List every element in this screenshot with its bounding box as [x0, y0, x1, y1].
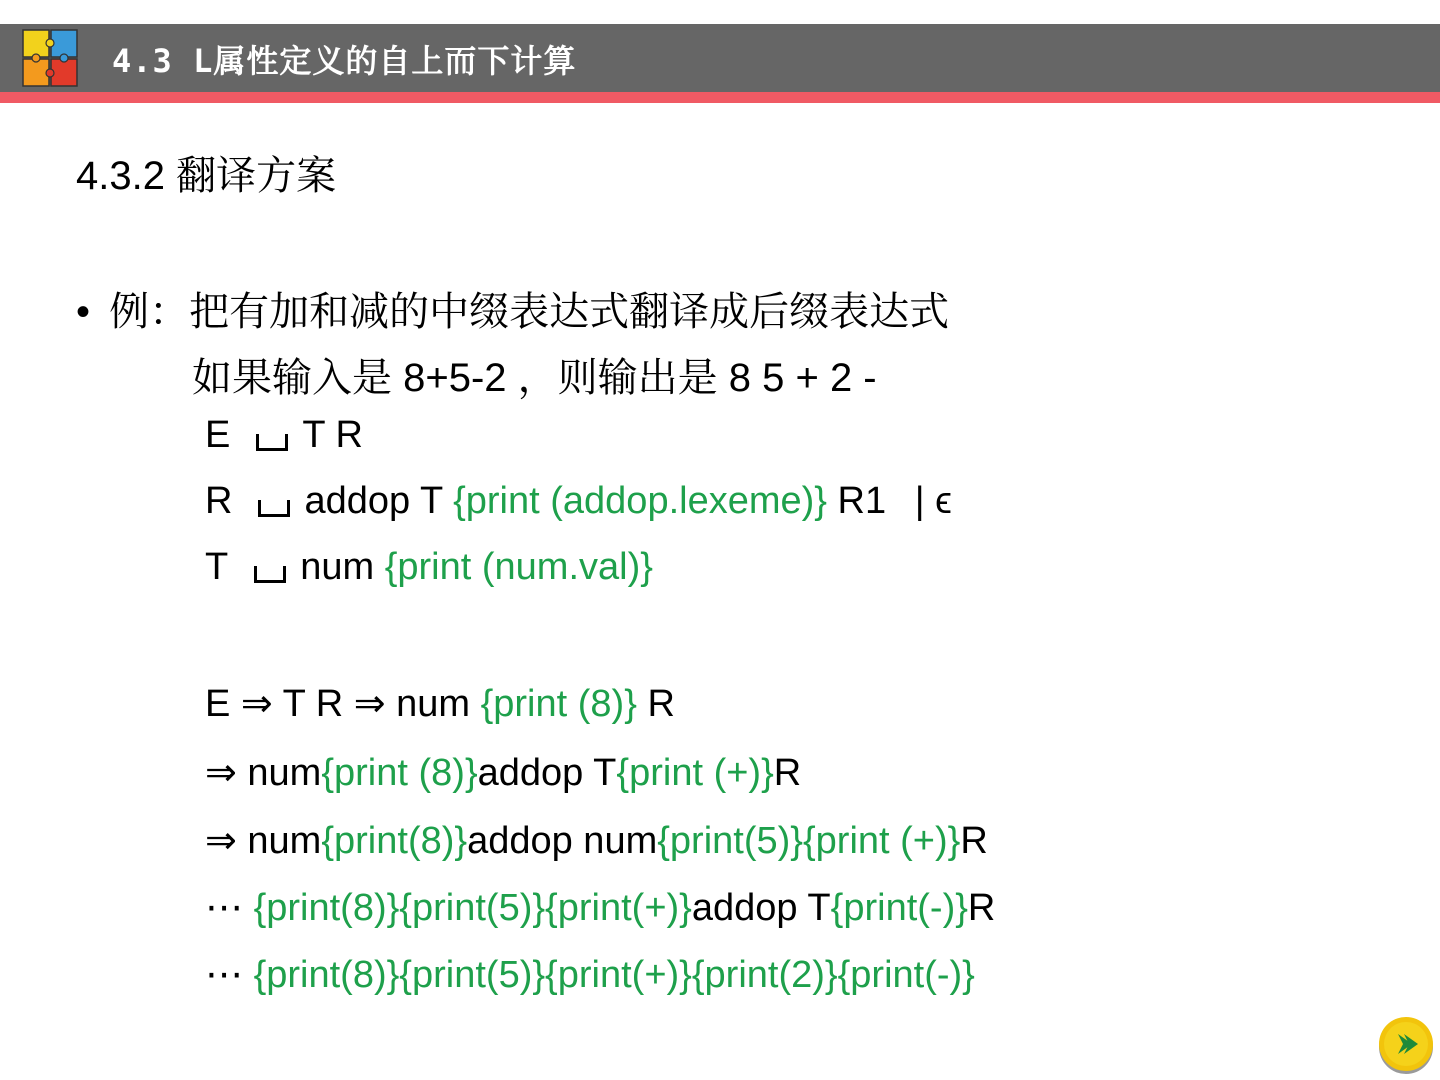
derivation-text: R — [967, 887, 996, 929]
derivation-step — [205, 885, 995, 930]
semantic-action: {print(8)}{print(5)}{print(+)} — [253, 887, 692, 929]
derivation-text: addop num — [467, 820, 658, 862]
derivation-step — [205, 681, 675, 726]
rule-alternative: | ϵ — [914, 480, 952, 522]
example-intro: 例：把有加和减的中缀表达式翻译成后缀表达式 — [109, 290, 950, 334]
title-underline — [0, 92, 1440, 103]
rule-lhs: E — [205, 414, 231, 456]
grammar-rule-t — [205, 546, 653, 589]
section-heading: 4.3.2 翻译方案 — [76, 154, 337, 198]
rule-rhs: R1 — [826, 480, 897, 522]
derivation-text: ⋯ — [205, 954, 254, 996]
rule-rhs: T R — [302, 414, 363, 456]
derivation-step — [205, 750, 801, 795]
derivation-text: addop T — [477, 752, 617, 794]
semantic-action: {print (num.val)} — [384, 546, 653, 588]
rule-lhs: T — [205, 546, 229, 588]
rule-rhs: addop T — [304, 480, 454, 522]
example-bullet — [76, 280, 949, 337]
semantic-action: {print (8)} — [480, 683, 637, 725]
production-arrow-icon — [258, 500, 290, 517]
derivation-text: ⇒ num — [205, 752, 322, 794]
derivation-text: R — [636, 683, 675, 725]
production-arrow-icon — [254, 566, 286, 583]
semantic-action: {print(5)}{print (+)} — [657, 820, 961, 862]
rule-lhs: R — [205, 480, 233, 522]
semantic-action: {print(8)} — [321, 820, 468, 862]
grammar-rule-e — [205, 414, 363, 457]
derivation-step — [205, 818, 988, 863]
rule-rhs: num — [300, 546, 385, 588]
derivation-text: ⇒ num — [205, 820, 322, 862]
derivation-step — [205, 952, 975, 997]
derivation-text: ⋯ — [205, 887, 254, 929]
derivation-text: R — [960, 820, 988, 862]
semantic-action: {print(-)} — [830, 887, 968, 929]
derivation-text: addop T — [691, 887, 831, 929]
derivation-text: R — [773, 752, 802, 794]
production-arrow-icon — [256, 434, 288, 451]
puzzle-logo-icon — [22, 29, 78, 87]
page-title: 4.3 L属性定义的自上而下计算 — [112, 42, 577, 80]
semantic-action: {print (+)} — [616, 752, 774, 794]
semantic-action: {print (8)} — [321, 752, 478, 794]
derivation-text: E ⇒ T R ⇒ num — [205, 683, 481, 725]
semantic-action: {print (addop.lexeme)} — [453, 480, 827, 522]
grammar-rule-r — [205, 480, 952, 523]
next-arrow-icon[interactable] — [1376, 1016, 1436, 1076]
bullet-mark: • — [76, 290, 91, 334]
semantic-action: {print(8)}{print(5)}{print(+)}{print(2)}{print(-)} — [253, 954, 975, 996]
io-line: 如果输入是 8+5-2 ，则输出是 8 5 + 2 - — [192, 356, 877, 400]
